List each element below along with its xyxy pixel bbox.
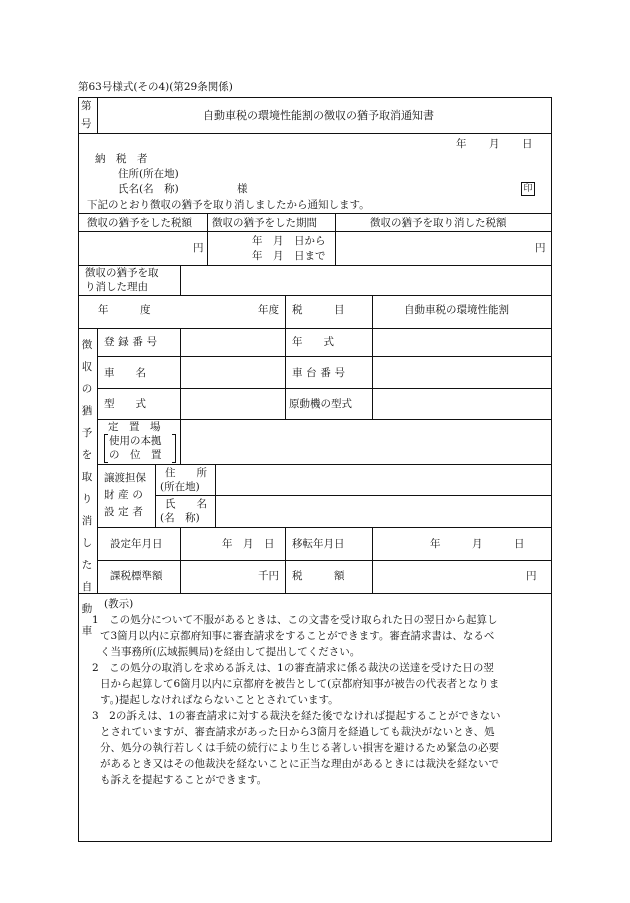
engine-type-label: 原動機の型式 [289,398,352,410]
notice-text: 下記のとおり徴収の猶予を取り消しましたから通知します。 [87,199,370,211]
note-line: く当事務所(広域振興局)を経由して提出してください。 [100,646,361,658]
note-line: とされていますが、審査請求があった日から3箇月を経過しても裁決がないとき、処 [100,726,495,738]
registration-no-label: 登録番号 [104,336,161,348]
date-day: 日 [522,138,533,150]
grace-amount-yen: 円 [193,242,204,254]
number-label-1: 第 [81,100,92,112]
reason-label-1: 徴収の猶予を取 [85,267,159,279]
form-number: 第63号様式(その4)(第29条関係) [78,81,233,93]
storage-label-3: の 位 置 [109,449,162,461]
taxpayer-address-label: 住所(所在地) [118,168,179,180]
tax-base-label: 課税標準額 [110,570,163,582]
transferor-name-label-2: (名 称) [160,512,200,524]
grace-period-to: 年 月 日まで [252,250,326,262]
note-line: て3箇月以内に京都府知事に審査請求をすることができます。審査請求書は、なるべ [100,630,495,642]
grace-amount-header: 徴収の猶予をした税額 [87,217,192,229]
taxpayer-name-label: 氏名(名 称) [118,183,179,195]
move-date-label: 移転年月日 [292,538,345,550]
honorific: 様 [237,183,248,195]
tax-amount-unit: 円 [526,570,537,582]
chassis-no-label: 車台番号 [292,367,349,379]
type-label: 型 式 [104,398,146,410]
grace-period-header: 徴収の猶予をした期間 [212,217,317,229]
number-label-2: 号 [81,118,92,130]
note-line: も訴えを提起することができます。 [100,774,268,786]
date-year: 年 [456,138,467,150]
storage-label-2: 使用の本拠 [109,435,162,447]
note-line: 1 この処分について不服があるときは、この文書を受け取られた日の翌日から起算し [92,614,498,626]
setting-date-label: 設定年月日 [110,538,163,550]
page-title: 自動車税の環境性能割の徴収の猶予取消通知書 [203,109,434,122]
note-line: 日から起算して6箇月以内に京都府を被告として(京都府知事が被告の代表者となりま [100,678,500,690]
reason-label-2: り消した理由 [85,281,148,293]
transferor-label-1: 譲渡担保 [104,472,146,484]
vehicle-section-label: 徴収の猶予を取り消した自動車 [81,339,93,637]
date-month: 月 [489,138,500,150]
transferor-address-label-1: 住 所 [165,467,207,479]
taxpayer-label: 納 税 者 [95,153,148,165]
tax-item-value: 自動車税の環境性能割 [404,304,509,316]
note-line: す。)提起しなければならないこととされています。 [100,694,339,706]
setting-date-value: 年 月 日 [222,538,275,550]
transferor-address-label-2: (所在地) [160,481,200,493]
fiscal-year-suffix: 年度 [258,304,279,316]
grace-period-from: 年 月 日から [252,235,326,247]
fiscal-year-label: 年 度 [98,304,151,316]
notes-header: (教示) [104,598,134,610]
tax-amount-label: 税 額 [292,570,345,582]
note-line: 3 2の訴えは、1の審査請求に対する裁決を経た後でなければ提起することができない [92,710,501,722]
seal-mark: 印 [521,182,535,196]
note-line: 分、処分の執行若しくは手続の続行により生じる著しい損害を避けるため緊急の必要 [100,742,499,754]
transferor-label-2: 財産の [104,489,147,501]
move-date-value: 年 月 日 [430,538,525,550]
storage-label-1: 定 置 場 [108,421,161,433]
note-line: 2 この処分の取消しを求める訴えは、1の審査請求に係る裁決の送達を受けた日の翌 [92,662,494,674]
note-line: があるとき又はその他裁決を経ないことに正当な理由があるときには裁決を経ないで [100,758,499,770]
canceled-amount-header: 徴収の猶予を取り消した税額 [370,217,507,229]
tax-item-label: 税 目 [292,304,345,316]
transferor-name-label-1: 氏 名 [165,498,207,510]
vehicle-name-label: 車 名 [104,367,146,379]
transferor-label-3: 設定者 [104,506,147,518]
model-year-label: 年 式 [292,336,334,348]
canceled-amount-yen: 円 [535,242,546,254]
tax-base-unit: 千円 [258,570,279,582]
